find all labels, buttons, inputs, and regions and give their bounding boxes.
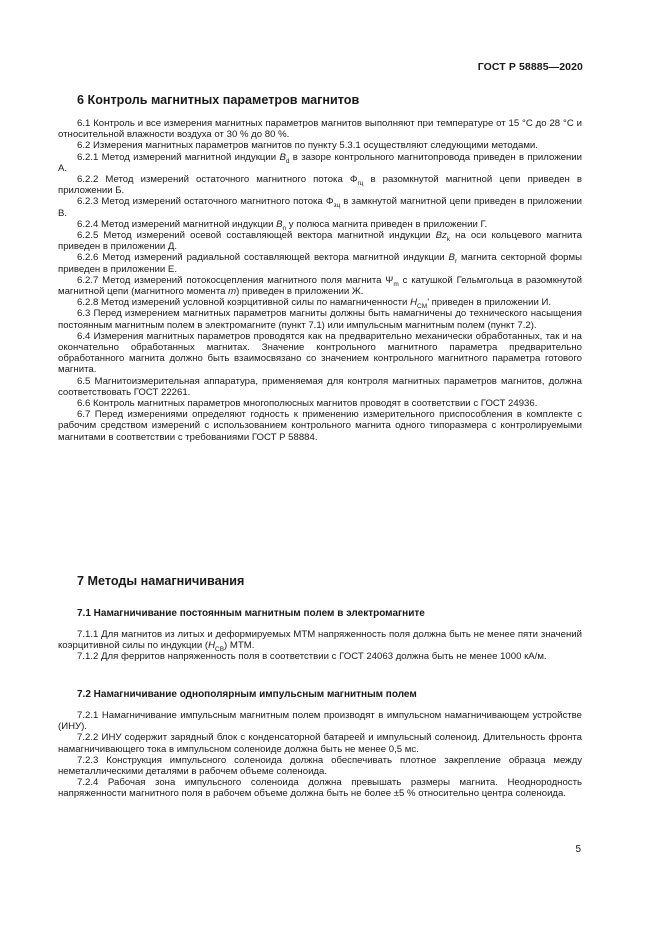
para-7-2-4: 7.2.4 Рабочая зона импульсного соленоида должна превышать размеры магнита. Неоднородность напряженности магнитного поля в рабочем объеме должна быть не более ±5 % относительно центра соленоида. <box>58 777 582 800</box>
para-7-2-3: 7.2.3 Конструкция импульсного соленоида должна обеспечивать плотное закрепление образца между неметаллическими деталями в рабочем объеме соленоида. <box>58 754 582 778</box>
para-7-1-1: 7.1.1 Для магнитов из литых и деформируемых МТМ напряженность поля должна быть не менее пяти значений коэрцитивной силы по индукции $(H_{CB})$ МТМ. <box>58 629 582 654</box>
para-6-5: 6.5 Магнитоизмерительная аппаратура, применяемая для контроля магнитных параметров магнитов, должна соответствовать ГОСТ 22261. <box>58 375 582 398</box>
para-6-2-1: 6.2.1 Метод измерений магнитной индукции $B_d$ в зазоре контрольного магнитопровода приведен в приложении А. <box>58 151 582 174</box>
para-6-2-5: 6.2.5 Метод измерений осевой составляющей вектора магнитной индукции $Bz_k$ на оси кольцевого магнита приведен в приложении Д. <box>58 230 582 253</box>
para-6-7: 6.7 Перед измерениями определяют годность к применению измерительного приспособления в комплекте с рабочим средством измерений с использованием контрольного магнита одного типоразмера с контролируемыми магнитами в соответствии с требованиями ГОСТ Р 58884. <box>58 409 582 443</box>
subsection-7-2-heading-block <box>58 689 582 700</box>
subsection-7-1-heading-block <box>58 608 582 619</box>
para-7-1-2: 7.1.2 Для ферритов напряженность поля в соответствии с ГОСТ 24063 должна быть не менее 1000 кА/м. <box>77 651 547 663</box>
subsection-7-2-body <box>58 710 582 800</box>
para-6-3: 6.3 Перед измерением магнитных параметров магниты должны быть намагничены до технического насыщения постоянным магнитным полем в электромагните (пункт 7.1) или импульсным магнитным полем (пункт 7.2). <box>58 308 582 331</box>
para-6-1: 6.1 Контроль и все измерения магнитных параметров магнитов выполняют при температуре от 15 °С до 28 °С и относительной влажности воздуха от 30 % до 80 %. <box>58 118 582 141</box>
section-6-heading-block <box>58 93 582 107</box>
para-7-2-2: 7.2.2 ИНУ содержит зарядный блок с конденсаторной батареей и импульсный соленоид. Длительность фронта намагничивающего тока в импульсном соленоиде должна быть не менее 0,5 мс. <box>58 732 582 755</box>
para-7-2-1: 7.2.1 Намагничивание импульсным магнитным полем производят в импульсном намагничивающем устройстве (ИНУ). <box>58 710 582 733</box>
section-6-body <box>58 118 582 443</box>
document-code: ГОСТ Р 58885—2020 <box>477 61 583 73</box>
subsection-7-2-title: 7.2 Намагничивание однополярным импульсным магнитным полем <box>77 689 417 700</box>
page-number: 5 <box>575 844 581 855</box>
para-6-6: 6.6 Контроль магнитных параметров многополюсных магнитов проводят в соответствии с ГОСТ 24936. <box>77 398 538 410</box>
para-6-2-6: 6.2.6 Метод измерений радиальной составляющей вектора магнитной индукции $B_r$ магнита секторной формы приведен в приложении Е. <box>58 252 583 275</box>
para-6-2-4: 6.2.4 Метод измерений магнитной индукции $B_n$ у полюса магнита приведен в приложении Г. <box>77 218 488 232</box>
para-6-2-8: 6.2.8 Метод измерений условной коэрцитивной силы по намагниченности $H_{CM}$’ приведен в приложении И. <box>77 297 552 311</box>
para-6-2-7: 6.2.7 Метод измерений потокосцепления магнитного поля магнита $\Psi_m$ с катушкой Гельмгольца в разомкнутой магнитной цепи (магнитного момента m) приведен в приложении Ж. <box>58 274 582 298</box>
para-6-2: 6.2 Измерения магнитных параметров магнитов по пункту 5.3.1 осуществляют следующими методами. <box>77 140 538 152</box>
subsection-7-1-body <box>58 629 582 663</box>
para-6-2-2: 6.2.2 Метод измерений остаточного магнитного потока $\Phi_{rц}$ в разомкнутой магнитной цепи приведен в приложении Б. <box>58 174 582 197</box>
section-7-title: 7 Методы намагничивания <box>77 574 245 588</box>
para-6-4: 6.4 Измерения магнитных параметров проводятся как на предварительно механически обработанных, так и на окончательно обработанных магнитах. Значение контрольного магнитного параметра предварительно обработанного магнита должно быть взаимосвязано со значением контрольного магнитного параметра готового магнита. <box>58 330 582 376</box>
section-6-title: 6 Контроль магнитных параметров магнитов <box>77 93 360 107</box>
section-7-heading-block <box>58 574 582 588</box>
para-6-2-3: 6.2.3 Метод измерений остаточного магнитного потока $\Phi_{зц}$ в замкнутой магнитной цепи приведен в приложении В. <box>58 196 582 219</box>
subsection-7-1-title: 7.1 Намагничивание постоянным магнитным полем в электромагните <box>77 608 425 619</box>
